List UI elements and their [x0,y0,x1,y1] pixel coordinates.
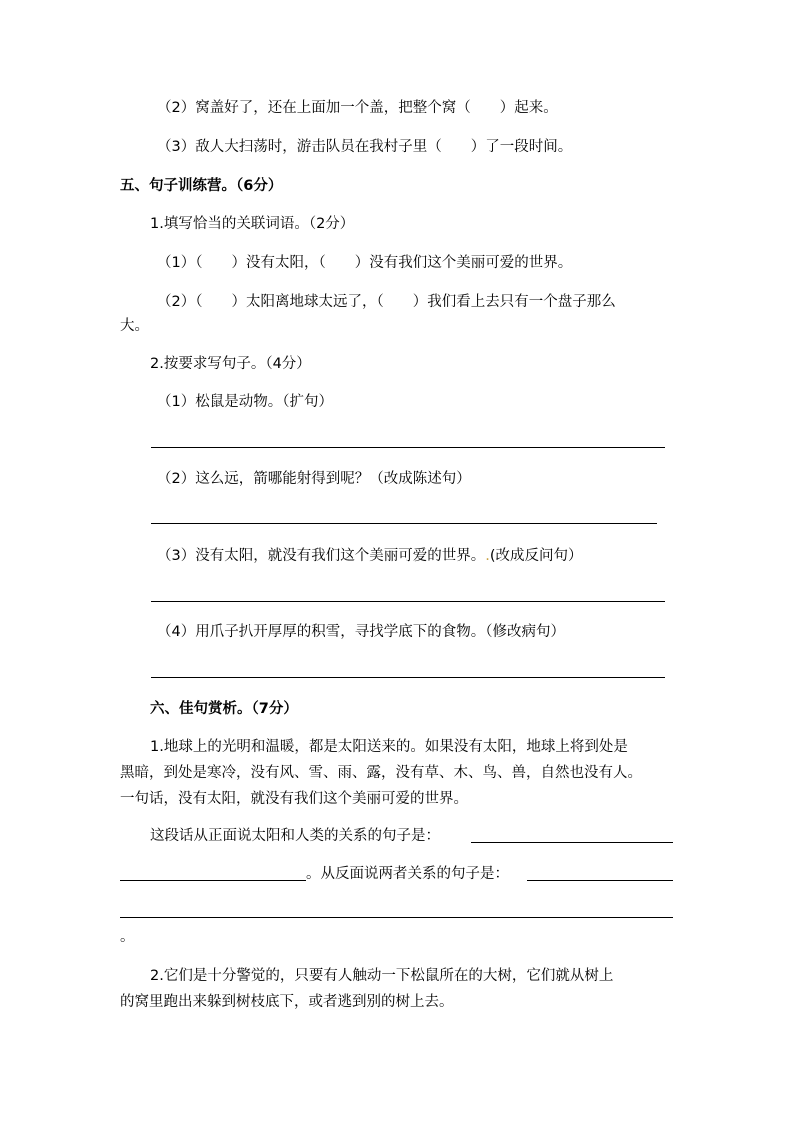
s5-q2-item-2: （2）这么远，箭哪能射得到呢？（改成陈述句） [157,471,471,487]
s5-q1-item-2-line-1: （2）（ ）太阳离地球太远了，（ ）我们看上去只有一个盘子那么 [157,294,616,310]
s5-q1-item-2-line-2: 大。 [120,318,149,334]
s5-q1-title: 1.填写恰当的关联词语。（2分） [150,216,355,232]
s6-q1-line-3: 一句话，没有太阳，就没有我们这个美丽可爱的世界。 [120,791,468,807]
answer-line-1[interactable] [151,447,665,448]
answer-line-positive-2[interactable] [120,880,306,881]
fill-item-3: （3）敌人大扫荡时，游击队员在我村子里（ ）了一段时间。 [157,139,573,155]
section-5-title: 五、句子训练营。（6分） [120,178,283,194]
s6-q2-line-2: 的窝里跑出来躲到树枝底下，或者逃到别的树上去。 [120,994,454,1010]
s5-q2-item-3 [157,546,583,566]
stray-dot: . [485,548,490,564]
answer-line-4[interactable] [151,677,665,678]
s6-q1-prompt-positive: 这段话从正面说太阳和人类的关系的句子是： [150,828,440,844]
answer-line-negative-2[interactable] [120,917,673,918]
s5-q2-item-3-instruction: (改成反问句） [489,548,583,564]
answer-line-positive-1[interactable] [471,842,673,843]
s6-q2-line-1: 2.它们是十分警觉的，只要有人触动一下松鼠所在的大树，它们就从树上 [150,968,614,984]
s6-q1-line-2: 黑暗，到处是寒冷，没有风、雪、雨、露，没有草、木、鸟、兽，自然也没有人。 [120,765,642,781]
s5-q2-title: 2.按要求写句子。（4分） [150,356,311,372]
answer-line-negative-1[interactable] [527,880,673,881]
answer-line-2[interactable] [151,523,657,524]
s6-q1-end-mark: 。 [120,929,135,945]
s6-q1-prompt-negative: 。从反面说两者关系的句子是： [306,866,509,882]
s5-q2-item-1: （1）松鼠是动物。（扩句） [157,394,333,410]
s6-q1-line-1: 1.地球上的光明和温暖，都是太阳送来的。如果没有太阳，地球上将到处是 [150,739,628,755]
s5-q1-item-1: （1）（ ）没有太阳，（ ）没有我们这个美丽可爱的世界。 [157,255,573,271]
section-6-title: 六、佳句赏析。（7分） [150,701,298,717]
s5-q2-item-4: （4）用爪子扒开厚厚的积雪，寻找学底下的食物。（修改病句） [157,624,565,640]
fill-item-2: （2）窝盖好了，还在上面加一个盖，把整个窝（ ）起来。 [157,100,558,116]
answer-line-3[interactable] [151,601,665,602]
s5-q2-item-3-text: （3）没有太阳，就没有我们这个美丽可爱的世界。 [157,548,486,564]
